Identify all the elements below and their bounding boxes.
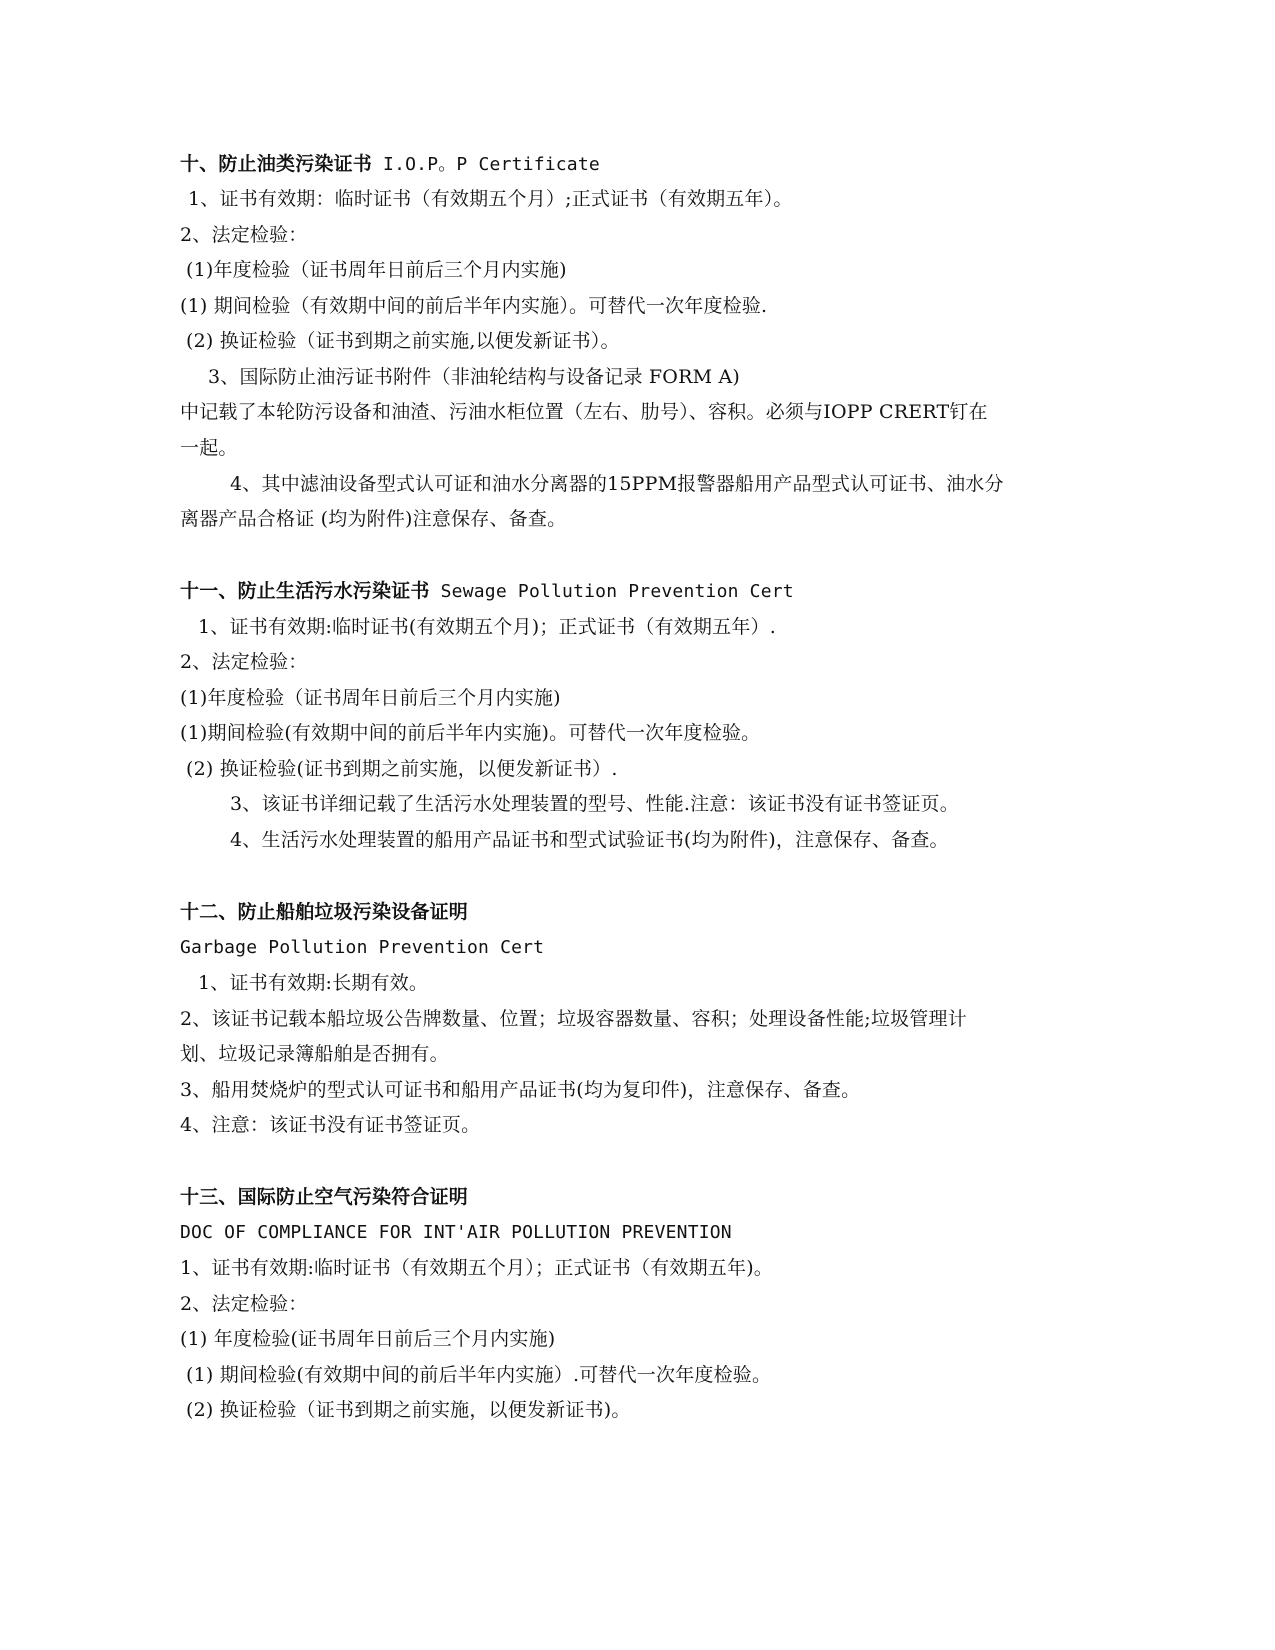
section-11-line-4: (1)期间检验(有效期中间的前后半年内实施)。可替代一次年度检验。 <box>180 722 761 744</box>
section-12-line-2: 2、该证书记载本船垃圾公告牌数量、位置；垃圾容器数量、容积；处理设备性能;垃圾管理计 <box>180 1008 967 1030</box>
section-10-line-3: (1)年度检验（证书周年日前后三个月内实施) <box>186 259 567 281</box>
section-10-line-4: (1) 期间检验（有效期中间的前后半年内实施）。可替代一次年度检验. <box>180 295 768 317</box>
section-10-line-1: 1、证书有效期：临时证书（有效期五个月）;正式证书（有效期五年）。 <box>188 188 793 210</box>
section-10-line-6: 3、国际防止油污证书附件（非油轮结构与设备记录 FORM A) <box>208 366 741 388</box>
section-11-heading-en: Sewage Pollution Prevention Cert <box>429 581 794 602</box>
section-13-line-1: 1、证书有效期:临时证书（有效期五个月）；正式证书（有效期五年)。 <box>180 1257 774 1279</box>
section-11-line-1: 1、证书有效期:临时证书(有效期五个月)；正式证书（有效期五年）. <box>198 616 776 638</box>
section-10-line-9: 4、其中滤油设备型式认可证和油水分离器的15PPM报警器船用产品型式认可证书、油水分 <box>230 473 1004 495</box>
section-11-line-6: 3、该证书详细记载了生活污水处理装置的型号、性能.注意：该证书没有证书签证页。 <box>230 793 959 815</box>
section-11-line-3: (1)年度检验（证书周年日前后三个月内实施) <box>180 687 561 709</box>
section-10-heading-en: I.O.P。P Certificate <box>372 154 600 175</box>
section-10-heading-cn: 十、防止油类污染证书 <box>180 153 373 175</box>
section-11-heading-cn: 十一、防止生活污水污染证书 <box>180 580 430 602</box>
section-13-heading-en: DOC OF COMPLIANCE FOR INT'AIR POLLUTION PREVENTION <box>180 1222 732 1243</box>
section-10-line-10: 离器产品合格证 (均为附件)注意保存、备查。 <box>180 508 567 530</box>
section-11-line-2: 2、法定检验： <box>180 651 308 673</box>
section-12-heading: 十二、防止船舶垃圾污染设备证明 <box>180 901 469 923</box>
section-13-line-4: (1) 期间检验(有效期中间的前后半年内实施）.可替代一次年度检验。 <box>186 1364 772 1386</box>
section-13-line-3: (1) 年度检验(证书周年日前后三个月内实施) <box>180 1328 556 1350</box>
section-13-heading: 十三、国际防止空气污染符合证明 <box>180 1186 469 1208</box>
section-10-line-7: 中记载了本轮防污设备和油渣、污油水柜位置（左右、肋号）、容积。必须与IOPP CRERT钉在 <box>180 401 988 423</box>
section-12-line-5: 4、注意：该证书没有证书签证页。 <box>180 1114 481 1136</box>
section-12-line-4: 3、船用焚烧炉的型式认可证书和船用产品证书(均为复印件)，注意保存、备查。 <box>180 1079 861 1101</box>
section-12-line-3: 划、垃圾记录簿船舶是否拥有。 <box>180 1043 449 1065</box>
section-10-line-8: 一起。 <box>180 437 238 459</box>
section-11-line-7: 4、生活污水处理装置的船用产品证书和型式试验证书(均为附件)，注意保存、备查。 <box>230 829 949 851</box>
section-13-line-2: 2、法定检验： <box>180 1293 308 1315</box>
section-10-heading <box>180 152 600 177</box>
section-10-line-2: 2、法定检验： <box>180 224 308 246</box>
section-12-heading-en: Garbage Pollution Prevention Cert <box>180 937 545 958</box>
section-10-line-5: (2) 换证检验（证书到期之前实施,以便发新证书）。 <box>186 330 620 352</box>
section-11-heading <box>180 579 794 604</box>
section-12-line-1: 1、证书有效期:长期有效。 <box>198 972 429 994</box>
section-13-line-5: (2) 换证检验（证书到期之前实施，以便发新证书)。 <box>186 1399 631 1421</box>
section-11-line-5: (2) 换证检验(证书到期之前实施，以便发新证书）. <box>186 758 618 780</box>
